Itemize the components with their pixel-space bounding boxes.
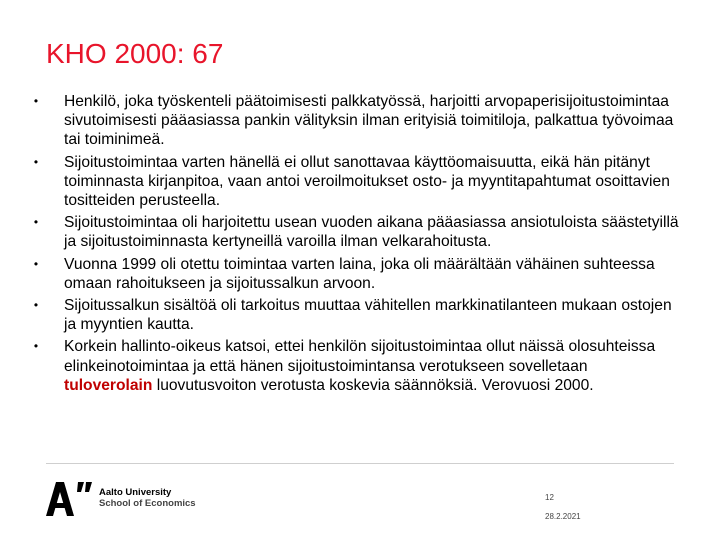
- footer-divider: [46, 463, 674, 464]
- slide-date: 28.2.2021: [545, 512, 581, 521]
- slide-title: KHO 2000: 67: [46, 38, 224, 69]
- bullet-item: [30, 92, 680, 150]
- bullet-text: Sijoitussalkun sisältöä oli tarkoitus muuttaa vähitellen markkinatilanteen mukaan ostojen ja myyntien kautta.: [64, 297, 672, 334]
- bullet-icon: •: [33, 256, 39, 271]
- bullet-item: [30, 296, 680, 334]
- aalto-logo-icon: [44, 478, 104, 518]
- page-number: 12: [545, 493, 554, 502]
- bullet-text-before: Korkein hallinto-oikeus katsoi, ettei henkilön sijoitustoimintaa ollut näissä olosuhteissa elinkeinotoimintaa ja että hänen sijoitustoimintansa verotukseen sovelletaan: [64, 338, 656, 375]
- highlighted-term: tuloverolain: [64, 376, 153, 394]
- bullet-text-after: luovutusvoiton verotusta koskevia säännöksiä. Verovuosi 2000.: [152, 376, 594, 394]
- bullet-icon: •: [33, 339, 39, 354]
- bullet-list: [30, 92, 680, 398]
- logo-line-1: Aalto University: [99, 487, 172, 498]
- bullet-text: Henkilö, joka työskenteli päätoimisesti palkkatyössä, harjoitti arvopaperisijoitustoimintaa sivutoimisesti pääasiassa pankin välityksin ilman erityisiä toimitiloja, palkattua työvoimaa tai toiminimeä.: [64, 93, 674, 149]
- logo-line-2: School of Economics: [99, 498, 196, 509]
- bullet-item: [30, 213, 680, 251]
- bullet-item: [30, 153, 680, 211]
- bullet-item: [30, 337, 680, 395]
- bullet-icon: •: [33, 154, 39, 169]
- bullet-text: Sijoitustoimintaa oli harjoitettu usean vuoden aikana pääasiassa ansiotuloista säästetyillä ja sijoitustoiminnasta kertyneillä varoilla ilman velkarahoitusta.: [64, 214, 679, 251]
- bullet-icon: •: [33, 94, 39, 108]
- bullet-item: [30, 255, 680, 293]
- bullet-icon: •: [33, 298, 39, 313]
- bullet-text: Vuonna 1999 oli otettu toimintaa varten laina, joka oli määrältään vähäinen suhteessa omaan rahoitukseen ja sijoitussalkun arvoon.: [64, 255, 655, 292]
- bullet-icon: •: [33, 215, 39, 230]
- institution-name: [99, 487, 196, 509]
- bullet-text: Sijoitustoimintaa varten hänellä ei ollut sanottavaa käyttöomaisuutta, eikä hän pitänyt toiminnasta kirjanpitoa, vaan antoi veroilmoitukset osto- ja myyntitapahtumat osoittavien tositteiden perusteella.: [64, 153, 670, 210]
